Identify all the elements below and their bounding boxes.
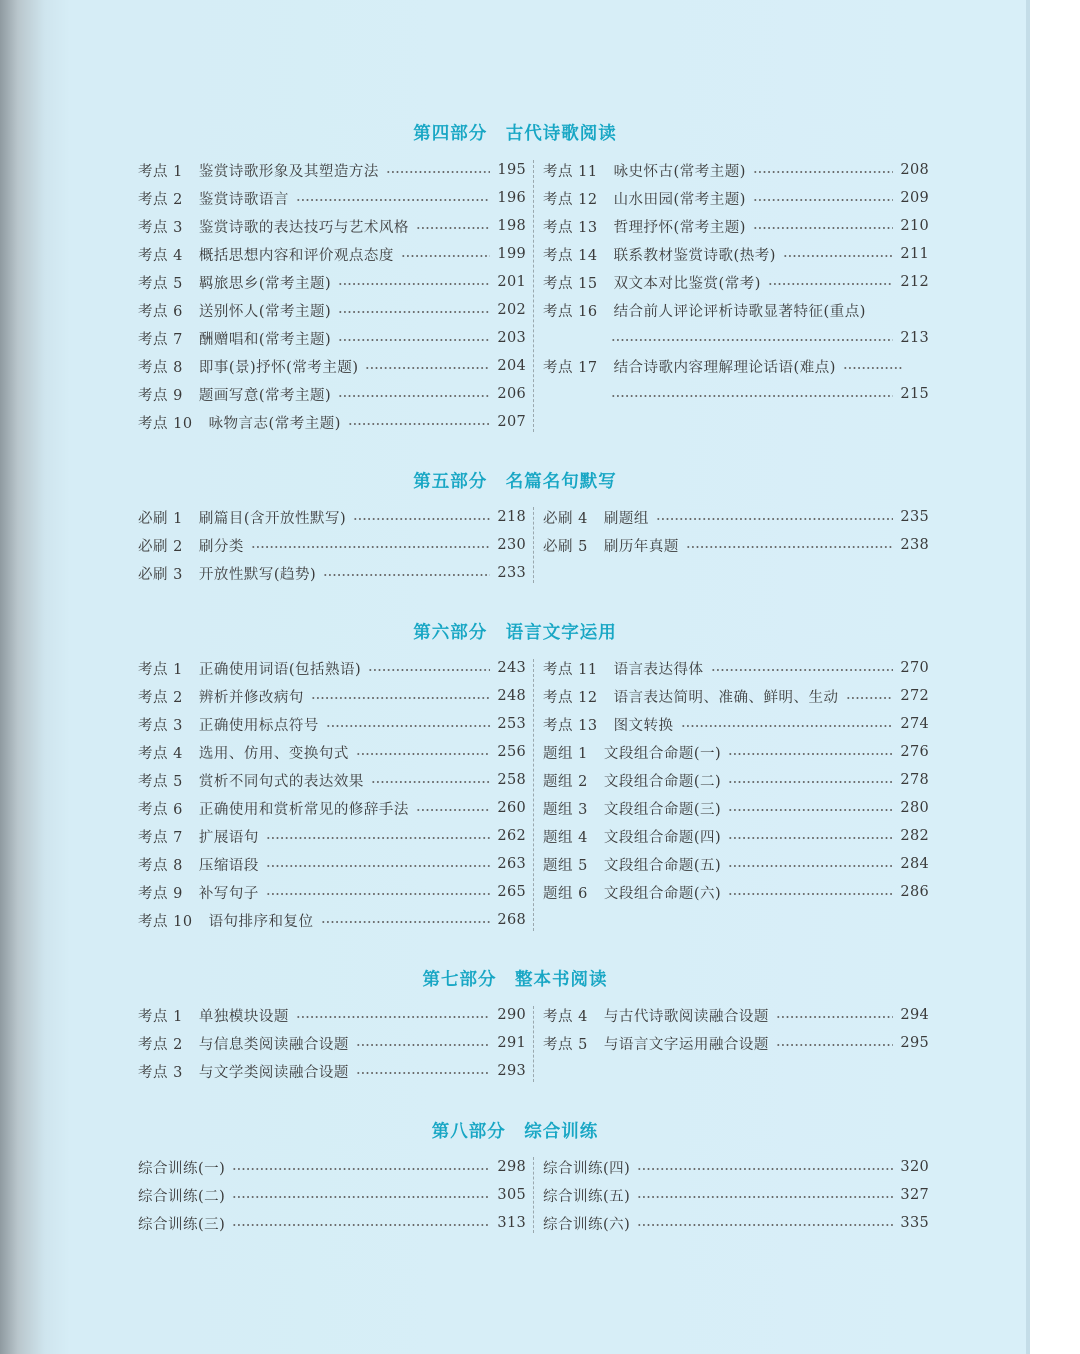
entry-page: 272 bbox=[900, 688, 929, 704]
entry-page: 199 bbox=[497, 246, 526, 262]
entry-label: 考点 3 bbox=[138, 1064, 183, 1081]
entry-title: 正确使用标点符号 bbox=[198, 717, 319, 734]
entry-page: 305 bbox=[497, 1187, 526, 1203]
toc-entry[interactable] bbox=[138, 215, 526, 237]
toc-entry[interactable] bbox=[543, 797, 929, 819]
entry-title: 图文转换 bbox=[613, 717, 674, 734]
entry-page: 243 bbox=[497, 660, 526, 676]
column-divider bbox=[533, 507, 534, 583]
entry-page: 282 bbox=[900, 828, 929, 844]
toc-entry[interactable] bbox=[138, 355, 526, 377]
entry-page: 290 bbox=[497, 1007, 526, 1023]
dot-leader bbox=[365, 367, 490, 369]
dot-leader bbox=[637, 1224, 893, 1226]
dot-leader bbox=[323, 574, 490, 576]
entry-page: 201 bbox=[497, 274, 526, 290]
entry-page: 280 bbox=[900, 800, 929, 816]
toc-entry[interactable] bbox=[138, 685, 526, 707]
entry-title: 鉴赏诗歌语言 bbox=[198, 191, 289, 208]
entry-page: 195 bbox=[497, 162, 526, 178]
toc-entry[interactable] bbox=[138, 1212, 526, 1234]
dot-leader bbox=[728, 753, 893, 755]
toc-entry[interactable] bbox=[543, 506, 929, 528]
entry-title: 单独模块设题 bbox=[198, 1008, 289, 1025]
entry-title: 文段组合命题(三) bbox=[603, 801, 722, 818]
toc-entry[interactable] bbox=[543, 243, 929, 265]
toc-entry[interactable] bbox=[543, 769, 929, 791]
entry-title: 与文学类阅读融合设题 bbox=[198, 1064, 349, 1081]
toc-entry[interactable] bbox=[543, 215, 929, 237]
entry-title: 鉴赏诗歌形象及其塑造方法 bbox=[198, 163, 379, 180]
toc-entry[interactable] bbox=[138, 187, 526, 209]
entry-label: 考点 11 bbox=[543, 661, 598, 678]
dot-leader bbox=[783, 255, 894, 257]
entry-page: 263 bbox=[497, 856, 526, 872]
entry-title: 语言表达简明、准确、鲜明、生动 bbox=[613, 689, 839, 706]
entry-page: 256 bbox=[497, 744, 526, 760]
dot-leader bbox=[681, 725, 894, 727]
entry-title: 综合训练(五) bbox=[543, 1188, 631, 1205]
entry-label: 考点 14 bbox=[543, 247, 598, 264]
entry-label: 题组 1 bbox=[543, 745, 588, 762]
entry-title: 扩展语句 bbox=[198, 829, 259, 846]
column-divider bbox=[533, 160, 534, 432]
dot-leader bbox=[338, 395, 490, 397]
toc-entry[interactable] bbox=[543, 685, 929, 707]
entry-title: 刷题组 bbox=[603, 510, 649, 527]
column-divider bbox=[533, 1157, 534, 1233]
entry-title: 联系教材鉴赏诗歌(热考) bbox=[613, 247, 776, 264]
entry-title: 选用、仿用、变换句式 bbox=[198, 745, 349, 762]
toc-entry[interactable] bbox=[138, 909, 526, 931]
dot-leader bbox=[338, 311, 490, 313]
dot-leader bbox=[353, 518, 490, 520]
dot-leader bbox=[232, 1224, 490, 1226]
dot-leader bbox=[232, 1196, 490, 1198]
entry-page: 212 bbox=[900, 274, 929, 290]
entry-page: 208 bbox=[900, 162, 929, 178]
entry-label: 考点 9 bbox=[138, 885, 183, 902]
toc-entry[interactable] bbox=[138, 825, 526, 847]
dot-leader bbox=[296, 1016, 491, 1018]
toc-column-right bbox=[543, 1004, 929, 1060]
dot-leader bbox=[753, 171, 894, 173]
toc-entry[interactable] bbox=[138, 299, 526, 321]
toc-entry[interactable] bbox=[138, 741, 526, 763]
entry-page: 253 bbox=[497, 716, 526, 732]
entry-title: 综合训练(四) bbox=[543, 1160, 631, 1177]
section-title-part7: 第七部分 整本书阅读 bbox=[422, 970, 608, 990]
entry-title: 开放性默写(趋势) bbox=[198, 566, 317, 583]
entry-label: 考点 15 bbox=[543, 275, 598, 292]
entry-page: 248 bbox=[497, 688, 526, 704]
entry-label: 必刷 1 bbox=[138, 510, 183, 527]
entry-title: 赏析不同句式的表达效果 bbox=[198, 773, 364, 790]
entry-page: 196 bbox=[497, 190, 526, 206]
entry-label: 考点 13 bbox=[543, 219, 598, 236]
toc-entry[interactable] bbox=[543, 1184, 929, 1206]
entry-title: 文段组合命题(二) bbox=[603, 773, 722, 790]
dot-leader bbox=[266, 893, 491, 895]
column-divider bbox=[533, 1006, 534, 1082]
toc-entry-continuation[interactable] bbox=[611, 383, 929, 405]
entry-title: 送别怀人(常考主题) bbox=[198, 303, 332, 320]
entry-page: 278 bbox=[900, 772, 929, 788]
entry-label: 考点 2 bbox=[138, 1036, 183, 1053]
entry-page: 284 bbox=[900, 856, 929, 872]
entry-title: 鉴赏诗歌的表达技巧与艺术风格 bbox=[198, 219, 409, 236]
entry-title: 咏史怀古(常考主题) bbox=[613, 163, 746, 180]
toc-entry[interactable] bbox=[543, 534, 929, 556]
dot-leader bbox=[296, 199, 491, 201]
dot-leader bbox=[753, 199, 894, 201]
entry-label: 考点 1 bbox=[138, 163, 183, 180]
entry-title: 山水田园(常考主题) bbox=[613, 191, 746, 208]
entry-title: 综合训练(一) bbox=[138, 1160, 226, 1177]
dot-leader bbox=[728, 893, 893, 895]
entry-title: 综合训练(六) bbox=[543, 1216, 631, 1233]
entry-label: 考点 4 bbox=[138, 247, 183, 264]
toc-column-left bbox=[138, 1004, 526, 1088]
entry-title: 咏物言志(常考主题) bbox=[208, 415, 341, 432]
entry-page: 203 bbox=[497, 330, 526, 346]
dot-leader bbox=[416, 227, 491, 229]
entry-label: 考点 2 bbox=[138, 191, 183, 208]
dot-leader bbox=[266, 837, 491, 839]
toc-entry[interactable] bbox=[138, 506, 526, 528]
entry-label: 考点 6 bbox=[138, 303, 183, 320]
toc-entry[interactable] bbox=[543, 1032, 929, 1054]
entry-title: 题画写意(常考主题) bbox=[198, 387, 332, 404]
entry-label: 考点 4 bbox=[543, 1008, 588, 1025]
entry-title: 正确使用和赏析常见的修辞手法 bbox=[198, 801, 409, 818]
dot-leader bbox=[371, 781, 491, 783]
toc-column-right bbox=[543, 159, 929, 439]
entry-title: 羁旅思乡(常考主题) bbox=[198, 275, 332, 292]
entry-label: 考点 16 bbox=[543, 303, 598, 320]
dot-leader bbox=[416, 809, 491, 811]
toc-entry[interactable] bbox=[138, 1060, 526, 1082]
entry-page: 202 bbox=[497, 302, 526, 318]
entry-page: 265 bbox=[497, 884, 526, 900]
entry-label: 必刷 2 bbox=[138, 538, 183, 555]
dot-leader bbox=[232, 1168, 490, 1170]
toc-entry[interactable] bbox=[543, 1004, 929, 1026]
entry-label: 题组 5 bbox=[543, 857, 588, 874]
toc-column-right bbox=[543, 506, 929, 562]
entry-label: 考点 5 bbox=[138, 773, 183, 790]
toc-entry[interactable] bbox=[543, 271, 929, 293]
section-title-part6: 第六部分 语言文字运用 bbox=[413, 623, 617, 643]
entry-page: 218 bbox=[497, 509, 526, 525]
dot-leader bbox=[321, 921, 491, 923]
toc-column-left bbox=[138, 506, 526, 590]
toc-entry[interactable] bbox=[543, 187, 929, 209]
dot-leader bbox=[768, 283, 894, 285]
dot-leader bbox=[711, 669, 894, 671]
toc-entry[interactable] bbox=[543, 1156, 929, 1178]
entry-label: 考点 3 bbox=[138, 717, 183, 734]
entry-page: 215 bbox=[900, 386, 929, 402]
entry-page: 327 bbox=[900, 1187, 929, 1203]
entry-title: 辨析并修改病句 bbox=[198, 689, 304, 706]
toc-entry[interactable] bbox=[138, 853, 526, 875]
dot-leader bbox=[843, 367, 903, 369]
toc-entry[interactable] bbox=[543, 853, 929, 875]
entry-page: 274 bbox=[900, 716, 929, 732]
dot-leader bbox=[401, 255, 491, 257]
entry-title: 文段组合命题(四) bbox=[603, 829, 722, 846]
entry-page: 210 bbox=[900, 218, 929, 234]
entry-page: 286 bbox=[900, 884, 929, 900]
toc-entry[interactable] bbox=[138, 271, 526, 293]
entry-page: 204 bbox=[497, 358, 526, 374]
section-title-part5: 第五部分 名篇名句默写 bbox=[413, 472, 617, 492]
dot-leader bbox=[356, 1044, 491, 1046]
dot-leader bbox=[637, 1168, 893, 1170]
dot-leader bbox=[776, 1044, 894, 1046]
entry-title: 综合训练(三) bbox=[138, 1216, 226, 1233]
toc-entry[interactable] bbox=[543, 299, 929, 321]
entry-page: 276 bbox=[900, 744, 929, 760]
entry-label: 考点 3 bbox=[138, 219, 183, 236]
entry-title: 压缩语段 bbox=[198, 857, 259, 874]
entry-page: 198 bbox=[497, 218, 526, 234]
toc-entry[interactable] bbox=[138, 562, 526, 584]
toc-entry-continuation[interactable] bbox=[611, 327, 929, 349]
entry-page: 230 bbox=[497, 537, 526, 553]
toc-column-right bbox=[543, 1156, 929, 1240]
toc-entry[interactable] bbox=[543, 713, 929, 735]
dot-leader bbox=[656, 518, 894, 520]
entry-page: 258 bbox=[497, 772, 526, 788]
toc-entry[interactable] bbox=[138, 713, 526, 735]
entry-label: 考点 10 bbox=[138, 415, 193, 432]
toc-entry[interactable] bbox=[543, 1212, 929, 1234]
toc-entry[interactable] bbox=[138, 1156, 526, 1178]
entry-page: 295 bbox=[900, 1035, 929, 1051]
toc-entry[interactable] bbox=[138, 411, 526, 433]
entry-label: 考点 13 bbox=[543, 717, 598, 734]
entry-label: 考点 12 bbox=[543, 191, 598, 208]
entry-title: 文段组合命题(五) bbox=[603, 857, 722, 874]
dot-leader bbox=[326, 725, 491, 727]
toc-entry[interactable] bbox=[543, 741, 929, 763]
dot-leader bbox=[368, 669, 490, 671]
dot-leader bbox=[776, 1016, 894, 1018]
entry-title: 哲理抒怀(常考主题) bbox=[613, 219, 746, 236]
entry-title: 综合训练(二) bbox=[138, 1188, 226, 1205]
entry-page: 268 bbox=[497, 912, 526, 928]
dot-leader bbox=[728, 809, 893, 811]
toc-entry[interactable] bbox=[543, 825, 929, 847]
toc-entry[interactable] bbox=[138, 1032, 526, 1054]
toc-entry[interactable] bbox=[138, 769, 526, 791]
entry-page: 207 bbox=[497, 414, 526, 430]
entry-page: 213 bbox=[900, 330, 929, 346]
dot-leader bbox=[728, 865, 893, 867]
entry-label: 必刷 4 bbox=[543, 510, 588, 527]
entry-page: 270 bbox=[900, 660, 929, 676]
entry-title: 与古代诗歌阅读融合设题 bbox=[603, 1008, 769, 1025]
toc-entry[interactable] bbox=[138, 1004, 526, 1026]
entry-label: 考点 1 bbox=[138, 1008, 183, 1025]
entry-title: 文段组合命题(六) bbox=[603, 885, 722, 902]
dot-leader bbox=[348, 423, 491, 425]
entry-page: 235 bbox=[900, 509, 929, 525]
entry-title: 即事(景)抒怀(常考主题) bbox=[198, 359, 359, 376]
dot-leader bbox=[686, 546, 894, 548]
entry-title: 结合前人评论评析诗歌显著特征(重点) bbox=[613, 303, 866, 320]
entry-page: 206 bbox=[497, 386, 526, 402]
entry-title: 刷历年真题 bbox=[603, 538, 679, 555]
entry-label: 考点 8 bbox=[138, 359, 183, 376]
entry-page: 335 bbox=[900, 1215, 929, 1231]
toc-entry[interactable] bbox=[138, 243, 526, 265]
column-divider bbox=[533, 659, 534, 931]
entry-label: 考点 5 bbox=[138, 275, 183, 292]
dot-leader bbox=[356, 1072, 491, 1074]
section-title-part4: 第四部分 古代诗歌阅读 bbox=[413, 124, 617, 144]
entry-label: 考点 8 bbox=[138, 857, 183, 874]
entry-title: 与语言文字运用融合设题 bbox=[603, 1036, 769, 1053]
dot-leader bbox=[611, 339, 893, 341]
entry-label: 题组 2 bbox=[543, 773, 588, 790]
entry-page: 233 bbox=[497, 565, 526, 581]
toc-entry[interactable] bbox=[138, 534, 526, 556]
entry-title: 刷篇目(含开放性默写) bbox=[198, 510, 347, 527]
toc-entry[interactable] bbox=[543, 881, 929, 903]
entry-page: 298 bbox=[497, 1159, 526, 1175]
entry-label: 考点 17 bbox=[543, 359, 598, 376]
toc-entry[interactable] bbox=[543, 657, 929, 679]
entry-label: 题组 6 bbox=[543, 885, 588, 902]
dot-leader bbox=[356, 753, 491, 755]
dot-leader bbox=[266, 865, 491, 867]
entry-page: 209 bbox=[900, 190, 929, 206]
section-title-part8: 第八部分 综合训练 bbox=[431, 1122, 599, 1142]
entry-label: 题组 3 bbox=[543, 801, 588, 818]
entry-label: 考点 7 bbox=[138, 829, 183, 846]
entry-title: 语句排序和复位 bbox=[208, 913, 314, 930]
toc-column-left bbox=[138, 159, 526, 439]
entry-page: 238 bbox=[900, 537, 929, 553]
entry-title: 正确使用词语(包括熟语) bbox=[198, 661, 362, 678]
dot-leader bbox=[611, 395, 893, 397]
dot-leader bbox=[753, 227, 894, 229]
dot-leader bbox=[637, 1196, 893, 1198]
entry-label: 题组 4 bbox=[543, 829, 588, 846]
entry-title: 结合诗歌内容理解理论话语(难点) bbox=[613, 359, 836, 376]
dot-leader bbox=[338, 283, 490, 285]
entry-label: 考点 12 bbox=[543, 689, 598, 706]
entry-title: 文段组合命题(一) bbox=[603, 745, 722, 762]
dot-leader bbox=[311, 697, 491, 699]
dot-leader bbox=[251, 546, 491, 548]
toc-entry[interactable] bbox=[138, 327, 526, 349]
entry-title: 双文本对比鉴赏(常考) bbox=[613, 275, 761, 292]
entry-page: 262 bbox=[497, 828, 526, 844]
toc-entry[interactable] bbox=[138, 881, 526, 903]
dot-leader bbox=[728, 837, 893, 839]
entry-label: 考点 10 bbox=[138, 913, 193, 930]
entry-title: 补写句子 bbox=[198, 885, 259, 902]
entry-label: 考点 5 bbox=[543, 1036, 588, 1053]
toc-entry[interactable] bbox=[543, 159, 929, 181]
entry-label: 考点 9 bbox=[138, 387, 183, 404]
entry-page: 260 bbox=[497, 800, 526, 816]
entry-label: 必刷 5 bbox=[543, 538, 588, 555]
entry-label: 考点 7 bbox=[138, 331, 183, 348]
toc-entry[interactable] bbox=[138, 797, 526, 819]
entry-title: 酬赠唱和(常考主题) bbox=[198, 331, 332, 348]
toc-entry[interactable] bbox=[138, 657, 526, 679]
dot-leader bbox=[846, 697, 894, 699]
entry-title: 与信息类阅读融合设题 bbox=[198, 1036, 349, 1053]
entry-title: 刷分类 bbox=[198, 538, 244, 555]
toc-entry[interactable] bbox=[138, 1184, 526, 1206]
entry-page: 294 bbox=[900, 1007, 929, 1023]
entry-title: 语言表达得体 bbox=[613, 661, 704, 678]
entry-label: 必刷 3 bbox=[138, 566, 183, 583]
entry-page: 291 bbox=[497, 1035, 526, 1051]
entry-page: 320 bbox=[900, 1159, 929, 1175]
entry-label: 考点 4 bbox=[138, 745, 183, 762]
toc-entry[interactable] bbox=[138, 383, 526, 405]
entry-title: 概括思想内容和评价观点态度 bbox=[198, 247, 394, 264]
dot-leader bbox=[386, 171, 491, 173]
page-edge bbox=[1026, 0, 1030, 1354]
toc-column-left bbox=[138, 657, 526, 937]
entry-label: 考点 2 bbox=[138, 689, 183, 706]
toc-column-right bbox=[543, 657, 929, 909]
toc-entry[interactable] bbox=[543, 355, 929, 377]
entry-page: 293 bbox=[497, 1063, 526, 1079]
entry-label: 考点 6 bbox=[138, 801, 183, 818]
toc-entry[interactable] bbox=[138, 159, 526, 181]
entry-label: 考点 1 bbox=[138, 661, 183, 678]
dot-leader bbox=[338, 339, 490, 341]
entry-label: 考点 11 bbox=[543, 163, 598, 180]
dot-leader bbox=[728, 781, 893, 783]
entry-page: 313 bbox=[497, 1215, 526, 1231]
toc-column-left bbox=[138, 1156, 526, 1240]
entry-page: 211 bbox=[900, 246, 929, 262]
